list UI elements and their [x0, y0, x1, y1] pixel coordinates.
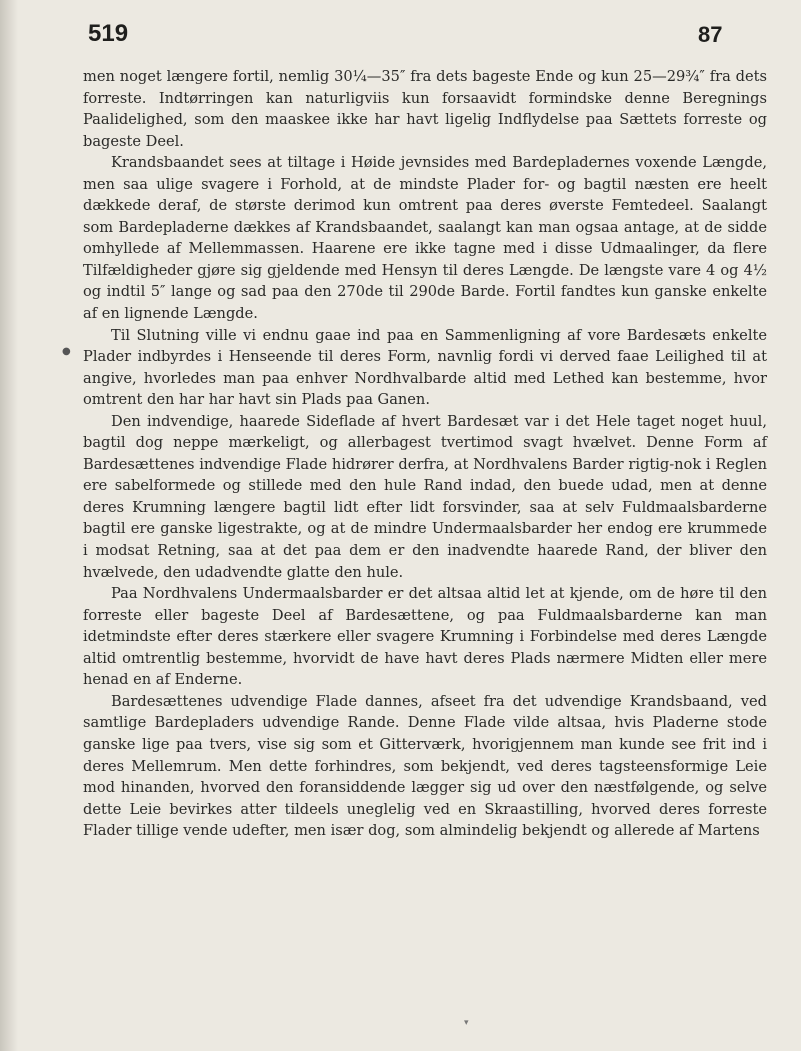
- marginal-number: 519: [88, 20, 129, 47]
- margin-dot-icon: ●: [62, 346, 71, 357]
- paragraph-5: Paa Nordhvalens Undermaalsbarder er det altsaa altid let at kjende, om de høre til den forreste eller bageste Deel af Bardesættene, og paa Fuldmaalsbarderne kan man idetmindste efter deres stærkere eller svagere Krumning i Forbindelse med deres Længde altid omtrentlig bestemme, hvorvidt de have havt deres Plads nærmere Midten eller mere henad en af Enderne.: [83, 585, 767, 689]
- speck-mark-icon: ▾: [464, 1018, 469, 1028]
- paragraph-2: Krandsbaandet sees at tiltage i Høide jevnsides med Bardepladernes voxende Længde, men saa ulige svagere i Forhold, at de mindste Plader for- og bagtil næsten ere heelt dækkede deraf, de største derimod kun omtrent paa deres øverste Femtedeel. Saalangt som Bardepladerne dækkes af Krandsbaandet, saalangt kan man ogsaa antage, at de sidde omhyllede af Mellemmassen. Haarene ere ikke tagne med i disse Udmaalinger, da flere Tilfældigheder gjøre sig gjeldende med Hensyn til deres Længde. De længste vare 4 og 4½ og indtil 5″ lange og sad paa den 270de til 290de Barde. Fortil fandtes kun ganske enkelte af en lignende Længde.: [83, 154, 767, 323]
- page-number: 87: [698, 22, 723, 47]
- paragraph-1: men noget længere fortil, nemlig 30¼—35″ fra dets bageste Ende og kun 25—29¾″ fra dets forreste. Indtørringen kan naturligviis kun forsaavidt formindske denne Beregnings Paalidelighed, som den maaskee ikke har havt ligelig Indflydelse paa Sættets forreste og bageste Deel.: [83, 68, 767, 150]
- paragraph-6: Bardesættenes udvendige Flade dannes, afseet fra det udvendige Krandsbaand, ved samtlige Bardepladers udvendige Rande. Denne Flade vilde altsaa, hvis Pladerne stode ganske lige paa tvers, vise sig som et Gitterværk, hvorigjennem man kunde see frit ind i deres Mellemrum. Men dette forhindres, som bekjendt, ved deres tagsteensformige Leie mod hinanden, hvorved den foransiddende lægger sig ud over den næstfølgende, og selve dette Leie bevirkes atter tildeels uneglelig ved en Skraastilling, hvorved deres forreste Flader tillige vende udefter, men især dog, som almindelig bekjendt og allerede af Martens: [83, 692, 767, 840]
- paragraph-4: Den indvendige, haarede Sideflade af hvert Bardesæt var i det Hele taget noget huul, bagtil dog neppe mærkeligt, og allerbagest tvertimod svagt hvælvet. Denne Form af Bardesættenes indvendige Flade hidrører derfra, at Nordhvalens Barder rigtig-nok i Reglen ere sabelformede og stillede med den hule Rand indad, den buede udad, men at denne deres Krumning længere bagtil lidt efter lidt forsvinder, saa at selv Fuldmaalsbarderne bagtil ere ganske ligestrakte, og at de mindre Undermaalsbarder her endog ere krummede i modsat Retning, saa at det paa dem er den inadvendte haarede Rand, der bliver den hvælvede, den udadvendte glatte den hule.: [83, 412, 767, 581]
- page-edge-shadow: [0, 0, 18, 1051]
- paragraph-3: Til Slutning ville vi endnu gaae ind paa en Sammenligning af vore Bardesæts enkelte Plader indbyrdes i Henseende til deres Form, navnlig fordi vi derved faae Leilighed til at angive, hvorledes man paa enhver Nordhvalbarde altid med Lethed kan bestemme, hvor omtrent den har har havt sin Plads paa Ganen.: [83, 326, 767, 409]
- body-text: [83, 66, 767, 842]
